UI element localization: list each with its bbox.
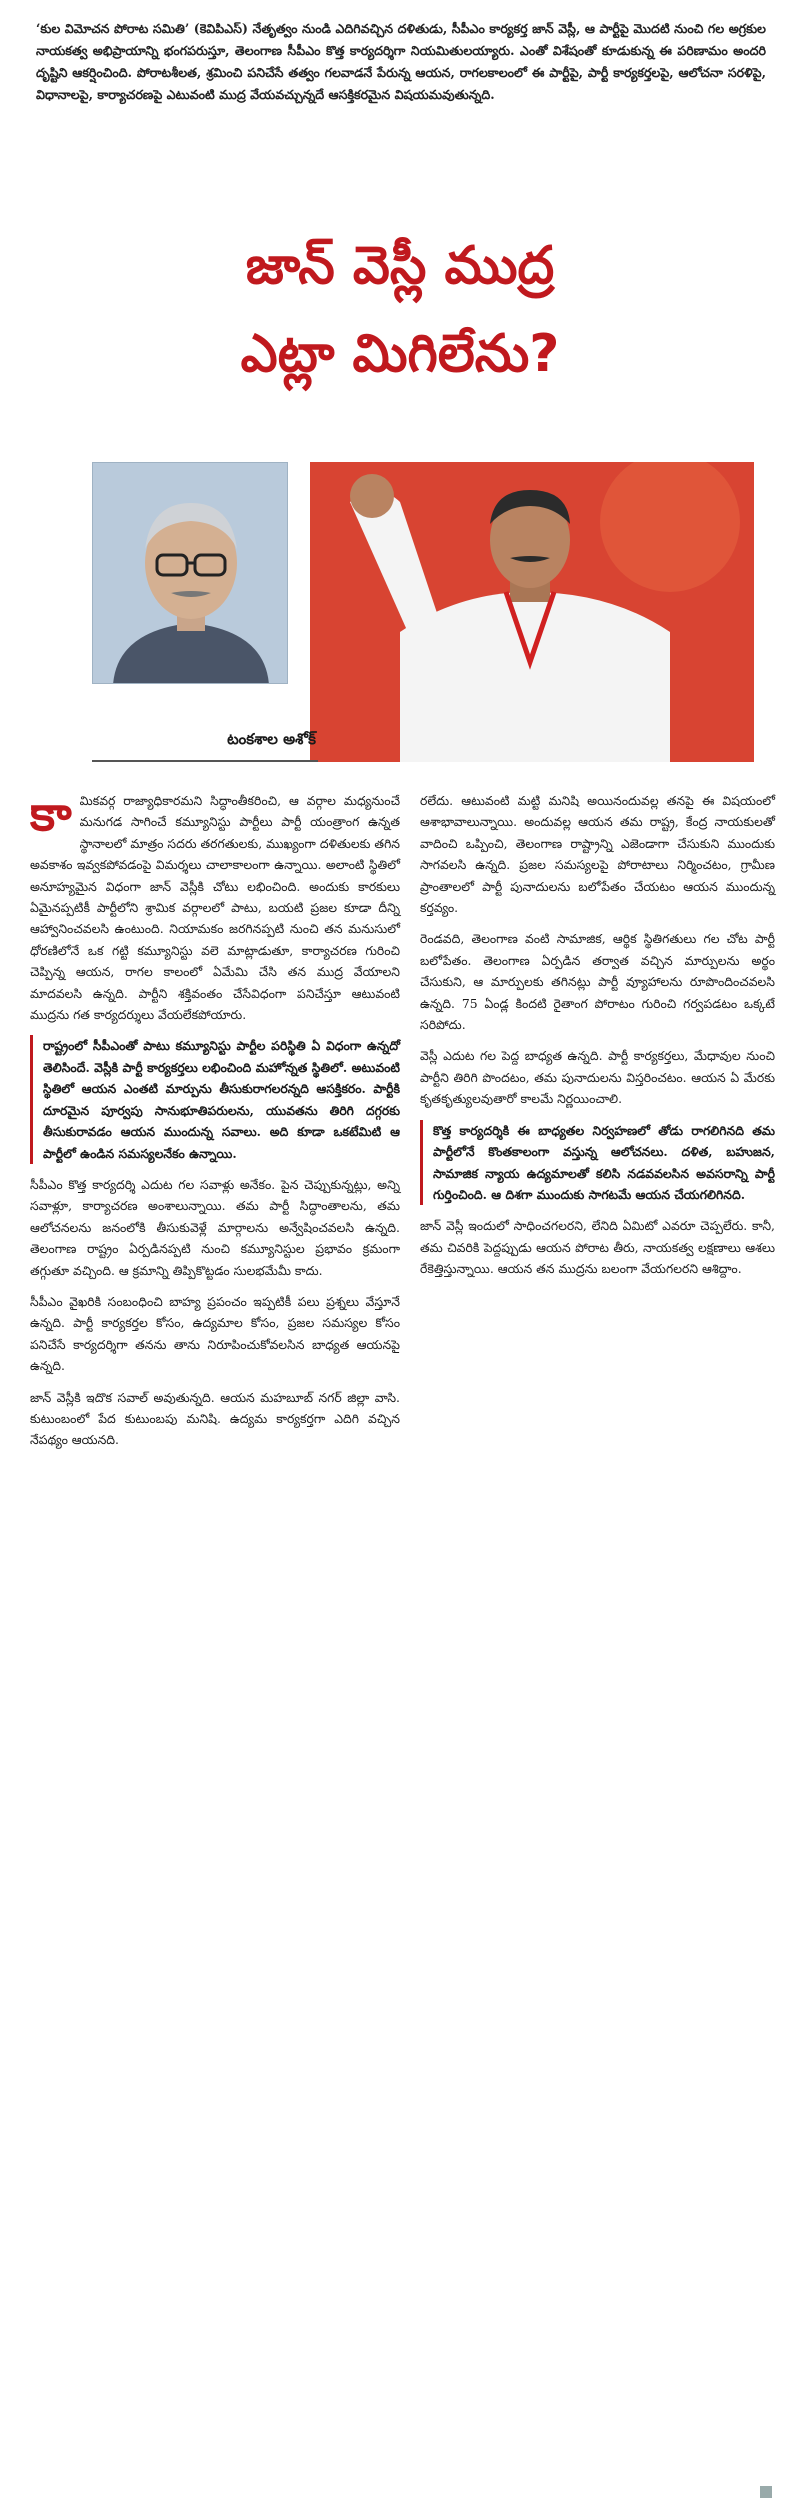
highlight-paragraph: కొత్త కార్యదర్శికి ఈ బాధ్యతల నిర్వహణలో తోడు రాగలిగినది తమ పార్టీలోనే కొంతకాలంగా వస్తున్న ఆలోచనలు. దళిత, బహుజన, సామాజిక న్యాయ ఉద్యమాలతో కలిసి నడవవలసిన అవసరాన్ని పార్టీ గుర్తించింది. ఆ దిశగా ముందుకు సాగటమే ఆయన చేయగలిగినది. [420,1120,775,1206]
body-paragraph: రెండవది, తెలంగాణ వంటి సామాజిక, ఆర్థిక స్థితిగతులు గల చోట పార్టీ బలోపేతం. తెలంగాణ ఏర్పడిన తర్వాత వచ్చిన మార్పులను అర్థం చేసుకుని, ఆ మార్పులకు తగినట్లు పార్టీ వ్యూహాలను రూపొందించవలసి ఉన్నది. 75 ఏండ్ల కిందటి రైతాంగ పోరాటం గురించి గర్వపడటం ఒక్కటే సరిపోదు. [420,931,775,1033]
author-divider [92,760,318,762]
highlight-paragraph: రాష్ట్రంలో సీపీఎంతో పాటు కమ్యూనిస్టు పార్టీల పరిస్థితి ఏ విధంగా ఉన్నదో తెలిసిందే. వెస్లీకి పార్టీ కార్యకర్తలు లభించింది మహోన్నత స్థితిలో. అటువంటి స్థితిలో ఆయన ఎంతటి మార్పును తీసుకురాగలరన్నది ఆసక్తికరం. పార్టీకి దూరమైన పూర్వపు సానుభూతిపరులను, యువతను తిరిగి దగ్గరకు తీసుకురావడం ఆయన ముందున్న సవాలు. అది కూడా ఒకటేమిటి ఆ పార్టీలో ఉండిన సమస్యలనేకం ఉన్నాయి. [30,1035,400,1163]
body-paragraph: రలేదు. ఆటువంటి మట్టి మనిషి అయినందువల్ల తనపై ఈ విషయంలో ఆశాభావాలున్నాయి. అందువల్ల ఆయన తమ రాష్ట్ర, కేంద్ర నాయకులతో వాదించి ఒప్పించి, తెలంగాణ రాష్ట్రాన్ని ఎజెండాగా చేసుకుని ముందుకు సాగవలసి ఉన్నది. ప్రజల సమస్యలపై పోరాటాలు నిర్మించటం, గ్రామీణ ప్రాంతాలలో పార్టీ పునాదులను బలోపేతం చేయటం ఆయన ముందున్న కర్తవ్యం. [420,793,775,916]
body-paragraph: జాన్ వెస్లీ ఇందులో సాధించగలరని, లేనిది ఏమిటో ఎవరూ చెప్పలేరు. కానీ, తమ చివరికి పెద్దప్పుడు ఆయన పోరాట తీరు, నాయకత్వ లక్షణాలు ఆశలు రేకెత్తిస్తున్నాయి. ఆయన తన ముద్రను బలంగా వేయగలరని ఆశిద్దాం. [420,1218,775,1277]
author-name: టంకశాల అశోక్ [227,730,316,748]
intro-paragraph: ‘కుల విమోచన పోరాట సమితి’ (కెవిపిఎస్) నేతృత్వం నుండి ఎదిగివచ్చిన దళితుడు, సీపీఎం కార్యకర్త జాన్ వెస్లీ, ఆ పార్టీపై మొదటి నుంచి గల అగ్రకుల నాయకత్వ అభిప్రాయాన్ని భంగపరుస్తూ, తెలంగాణ సీపీఎం కొత్త కార్యదర్శిగా నియమితులయ్యారు. ఎంతో విశేషంతో కూడుకున్న ఈ పరిణామం అందరి దృష్టిని ఆకర్షించింది. పోరాటశీలత, శ్రమించి పనిచేసే తత్వం గలవాడనే పేరున్న ఆయన, రాగలకాలంలో ఈ పార్టీపై, పార్టీ కార్యకర్తలపై, ఆలోచనా సరళిపై, విధానాలపై, కార్యాచరణపై ఎటువంటి ముద్ర వేయవచ్చున్నదే ఆసక్తికరమైన విషయమవుతున్నది. [36,21,766,102]
author-portrait-icon [92,462,288,684]
headline-line-2: ఎట్లా మిగిలేను? [240,324,560,384]
leader-portrait-icon [310,462,754,762]
headline [0,222,800,398]
body-paragraph: వెస్లీ ఎదుట గల పెద్ద బాధ్యత ఉన్నది. పార్టీ కార్యకర్తలు, మేధావుల నుంచి పార్టీని తిరిగి పొందటం, తమ పునాదులను విస్తరించటం. ఆయన ఏ మేరకు కృతకృత్యులవుతారో కాలమే నిర్ణయించాలి. [420,1048,775,1107]
body-paragraph: సీపీఎం వైఖరికి సంబంధించి బాహ్య ప్రపంచం ఇప్పటికీ పలు ప్రశ్నలు వేస్తూనే ఉన్నది. పార్టీ కార్యకర్తల కోసం, ఉద్యమాల కోసం, ప్రజల సమస్యల కోసం పనిచేసే కార్యదర్శిగా తనను తాను నిరూపించుకోవలసిన బాధ్యత ఆయనపై ఉన్నది. [30,1293,400,1374]
body-paragraph: కామికవర్గ రాజ్యాధికారమని సిద్ధాంతీకరించి, ఆ వర్గాల మధ్యనుంచే మనుగడ సాగించే కమ్యూనిస్టు పార్టీలు పార్టీ యంత్రాంగ ఉన్నత స్థానాలలో మాత్రం సదరు తరగతులకు, ముఖ్యంగా దళితులకు తగిన అవకాశం ఇవ్వకపోవడంపై విమర్శలు చాలాకాలంగా ఉన్నాయి. అలాంటి స్థితిలో అనూహ్యమైన విధంగా జాన్ వెస్లీకి చోటు లభించింది. అందుకు కారకులు ఏమైనప్పటికీ పార్టీలోని శ్రామిక వర్గాలలో పాటు, బయటి ప్రజల కూడా దీన్ని ఆహ్వానించవలసి ఉంటుంది. నియామకం జరగినప్పటి నుంచి తన మనుసులో ధోరణిలోనే ఒక గట్టి కమ్యూనిస్టు వలె మాట్లాడుతూ, కార్యాచరణ గురించి చెప్పిన్న ఆయన, రాగల కాలంలో ఏమేమి చేసి తన ముద్ర వేయాలని మాదవలసి ఉన్నది. పార్టీని శక్తివంతం చేసేవిధంగా పనిచేస్తూ ఆటువంటి ముద్రను గత కార్యదర్శులు వేయలేకపోయారు. [30,786,400,1023]
drop-cap: కా [30,786,72,842]
body-paragraph: జాన్ వెస్లీకి ఇదొక సవాల్ అవుతున్నది. ఆయన మహబూబ్ నగర్ జిల్లా వాసి. కుటుంబంలో పేద కుటుంబపు మనిషి. ఉద్యమ కార్యకర్తగా ఎదిగి వచ్చిన నేపథ్యం ఆయనది. [30,1389,400,1448]
body-paragraph: సీపీఎం కొత్త కార్యదర్శి ఎదుట గల సవాళ్లు అనేకం. పైన చెప్పుకున్నట్లు, అన్ని సవాళ్లూ, కార్యాచరణ అంశాలున్నాయి. తమ పార్టీ సిద్ధాంతాలను, తమ ఆలోచనలను జనంలోకి తీసుకువెళ్లే మార్గాలను అన్వేషించవలసి ఉన్నది. తెలంగాణ రాష్ట్రం ఏర్పడినప్పటి నుంచి కమ్యూనిస్టుల ప్రభావం క్రమంగా తగ్గుతూ వచ్చింది. ఆ క్రమాన్ని తిప్పికొట్టడం సులభమేమీ కాదు. [30,1176,400,1278]
article-column-left [30,786,400,1461]
end-marker [760,2486,772,2498]
headline-line-1: జాన్ వెస్లీ ముద్ర [245,236,555,296]
article-column-right [420,790,775,1290]
